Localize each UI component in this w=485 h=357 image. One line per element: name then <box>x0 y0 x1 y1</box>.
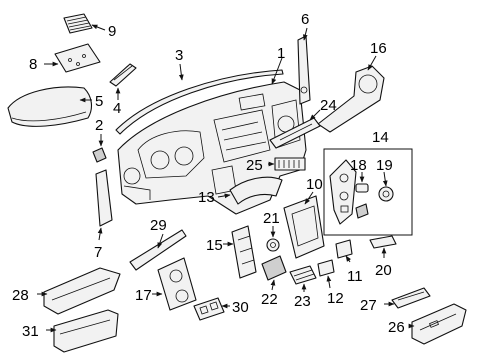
part-7-pillar-trim[interactable] <box>96 170 112 226</box>
callout-10: 10 <box>306 176 323 193</box>
part-12-switch[interactable] <box>318 260 334 276</box>
callout-26: 26 <box>388 319 405 336</box>
callout-2: 2 <box>95 117 104 134</box>
leader-22 <box>272 280 274 290</box>
part-6-a-pillar-trim[interactable] <box>298 36 310 104</box>
callout-8: 8 <box>29 56 38 73</box>
callout-1: 1 <box>277 45 286 62</box>
leader-12 <box>328 276 330 288</box>
part-20-cover[interactable] <box>370 236 396 248</box>
callout-5: 5 <box>95 93 104 110</box>
callout-12: 12 <box>327 290 344 307</box>
part-30-switch-block[interactable] <box>194 298 224 320</box>
callout-20: 20 <box>375 262 392 279</box>
part-18-button[interactable] <box>356 184 368 192</box>
callout-17: 17 <box>135 287 152 304</box>
leader-9 <box>92 25 105 30</box>
part-10-center-bezel[interactable] <box>284 196 324 258</box>
callout-11: 11 <box>347 268 363 285</box>
part-27-storage-cover[interactable] <box>392 288 430 308</box>
callout-4: 4 <box>113 100 122 117</box>
callout-7: 7 <box>94 244 103 261</box>
part-28-knee-panel[interactable] <box>44 268 120 314</box>
part-15-switch-bezel[interactable] <box>232 226 256 278</box>
callout-21: 21 <box>263 210 280 227</box>
part-23-pad[interactable] <box>290 266 316 284</box>
callout-24: 24 <box>320 97 337 114</box>
part-25-vent[interactable] <box>275 158 305 170</box>
part-14-clip[interactable] <box>356 204 368 218</box>
leader-3 <box>180 64 182 80</box>
callout-23: 23 <box>294 293 311 310</box>
part-26-glove-box[interactable] <box>412 304 466 344</box>
callout-29: 29 <box>150 217 167 234</box>
callout-18: 18 <box>350 157 367 174</box>
callout-22: 22 <box>261 291 278 308</box>
part-11-switch[interactable] <box>336 240 352 258</box>
leader-11 <box>346 256 350 262</box>
leader-7 <box>99 228 101 240</box>
callout-28: 28 <box>12 287 29 304</box>
callout-19: 19 <box>376 157 393 174</box>
part-2-clip[interactable] <box>93 148 106 162</box>
callout-15: 15 <box>206 237 223 254</box>
callout-25: 25 <box>246 157 263 174</box>
callout-3: 3 <box>175 47 184 64</box>
part-5-top-pad[interactable] <box>8 87 91 126</box>
callout-30: 30 <box>232 299 249 316</box>
callout-31: 31 <box>22 323 39 340</box>
part-21-knob[interactable] <box>267 239 279 251</box>
part-22-bracket[interactable] <box>262 256 286 280</box>
part-19-knob[interactable] <box>379 187 393 201</box>
callout-13: 13 <box>198 189 215 206</box>
part-8-panel[interactable] <box>55 44 100 72</box>
callout-27: 27 <box>360 297 377 314</box>
callout-14: 14 <box>372 129 389 146</box>
part-4-bracket[interactable] <box>110 64 136 86</box>
callout-6: 6 <box>301 11 310 28</box>
callout-9: 9 <box>108 23 117 40</box>
part-17-vent-bezel[interactable] <box>158 258 196 310</box>
part-31-lower-panel[interactable] <box>54 310 118 352</box>
part-9-grille[interactable] <box>64 14 92 33</box>
leader-19 <box>384 172 386 186</box>
callout-16: 16 <box>370 40 387 57</box>
